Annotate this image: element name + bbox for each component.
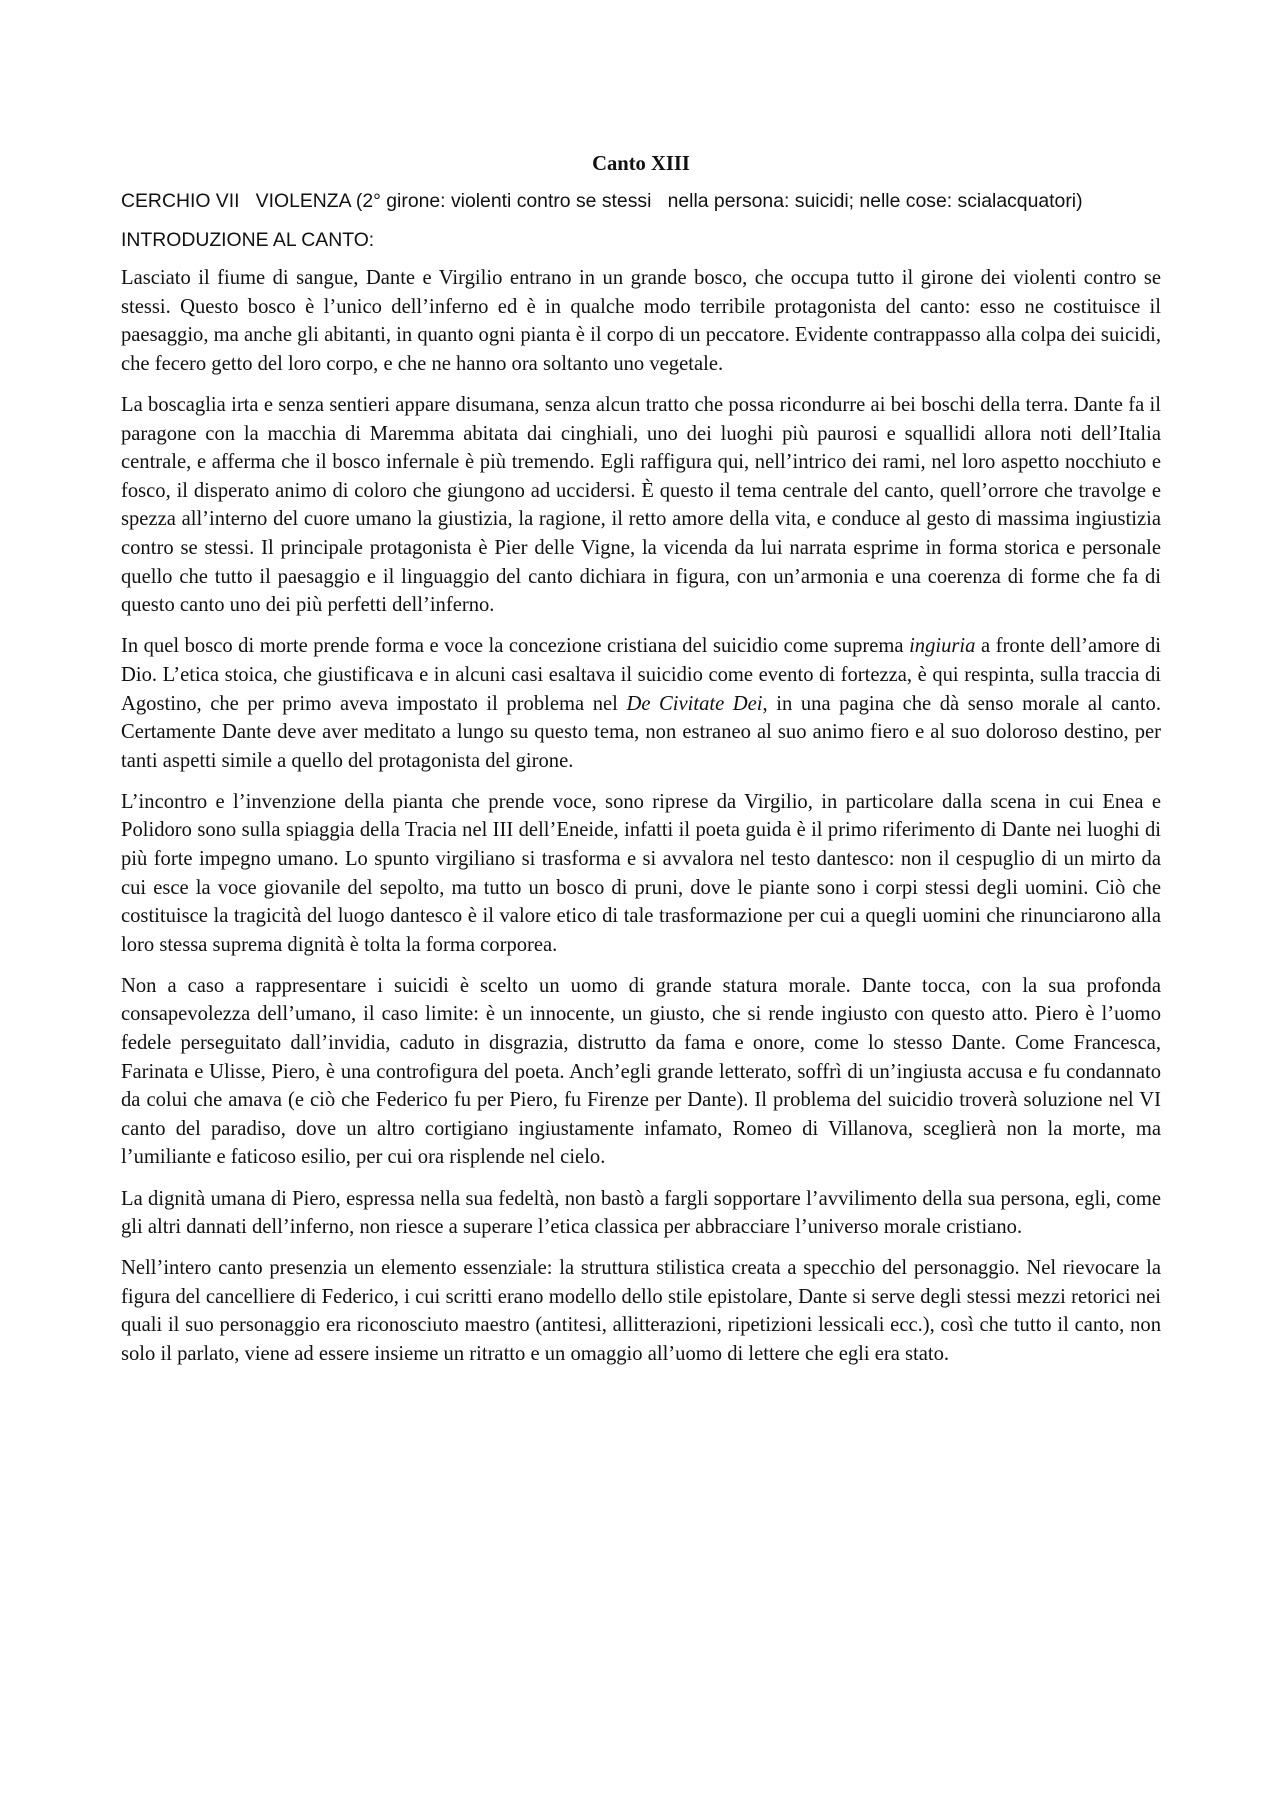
document-body [121, 149, 1161, 1381]
paragraph-4: L’incontro e l’invenzione della pianta che prende voce, sono riprese da Virgilio, in particolare dalla scena in cui Enea e Polidoro sono sulla spiaggia della Tracia nel III dell’Eneide, infatti il poeta guida è il primo riferimento di Dante nei luoghi di più forte impegno umano. Lo spunto virgiliano si trasforma e si avvalora nel testo dantesco: non il cespuglio di un mirto da cui esce la voce giovanile del sepolto, ma tutto un bosco di pruni, dove le piante sono i corpi stessi degli uomini. Ciò che costituisce la tragicità del luogo dantesco è il valore etico di tale trasformazione per cui a quegli uomini che rinunciarono alla loro stessa suprema dignità è tolta la forma corporea. [121, 790, 1161, 956]
paragraph-1: Lasciato il fiume di sangue, Dante e Virgilio entrano in un grande bosco, che occupa tutto il girone dei violenti contro se stessi. Questo bosco è l’unico dell’inferno ed è in qualche modo terribile protagonista del canto: esso ne costituisce il paesaggio, ma anche gli abitanti, in quanto ogni pianta è il corpo di un peccatore. Evidente contrappasso alla colpa dei suicidi, che fecero getto del loro corpo, e che ne hanno ora soltanto uno vegetale. [121, 267, 1161, 375]
page-title: Canto XIII [592, 153, 690, 175]
paragraph-3-italic-ingiuria: ingiuria [909, 635, 976, 658]
paragraph-3 [121, 632, 1161, 775]
paragraph-3-text-a: In quel bosco di morte prende forma e voce la concezione cristiana del suicidio come suprema [121, 635, 910, 658]
section-heading: INTRODUZIONE AL CANTO: [121, 228, 375, 251]
paragraph-3-italic-de-civitate-dei: De Civitate Dei [626, 692, 763, 715]
paragraph-6: La dignità umana di Piero, espressa nella sua fedeltà, non bastò a fargli sopportare l’avvilimento della sua persona, egli, come gli altri dannati dell’inferno, non riesce a superare l’etica classica per abbracciare l’universo morale cristiano. [121, 1187, 1161, 1239]
paragraph-3-text-b: a fronte dell’amore di Dio. L’etica stoica, che giustificava e in alcuni casi esaltava il suicidio come evento di fortezza, è qui respinta, sulla traccia di Agostino, che per primo aveva impostato il problema nel [121, 635, 1162, 715]
circle-subtitle: CERCHIO VII VIOLENZA (2° girone: violenti contro se stessi nella persona: suicidi; nelle cose: scialacquatori) [121, 190, 1083, 212]
paragraph-3-text-c: , in una pagina che dà senso morale al canto. Certamente Dante deve aver meditato a lungo su questo tema, non estraneo al suo animo fiero e al suo doloroso destino, per tanti aspetti simile a quello del protagonista del girone. [121, 692, 1161, 772]
paragraph-2: La boscaglia irta e senza sentieri appare disumana, senza alcun tratto che possa ricondurre ai bei boschi della terra. Dante fa il paragone con la macchia di Maremma abitata dai cinghiali, uno dei luoghi più paurosi e squallidi allora noti dell’Italia centrale, e afferma che il bosco infernale è più tremendo. Egli raffigura qui, nell’intrico dei rami, nel loro aspetto nocchiuto e fosco, il disperato animo di coloro che giungono ad uccidersi. È questo il tema centrale del canto, quell’orrore che travolge e spezza all’interno del cuore umano la giustizia, la ragione, il retto amore della vita, e conduce al gesto di massima ingiustizia contro se stessi. Il principale protagonista è Pier delle Vigne, la vicenda da lui narrata esprime in forma storica e personale quello che tutto il paesaggio e il linguaggio del canto dichiara in figura, con un’armonia e una coerenza di forme che fa di questo canto uno dei più perfetti dell’inferno. [121, 394, 1161, 617]
paragraph-7: Nell’intero canto presenzia un elemento essenziale: la struttura stilistica creata a specchio del personaggio. Nel rievocare la figura del cancelliere di Federico, i cui scritti erano modello dello stile epistolare, Dante si serve degli stessi mezzi retorici nei quali il suo personaggio era riconosciuto maestro (antitesi, allitterazioni, ripetizioni lessicali ecc.), così che tutto il canto, non solo il parlato, viene ad essere insieme un ritratto e un omaggio all’uomo di lettere che egli era stato. [121, 1257, 1161, 1365]
paragraph-5: Non a caso a rappresentare i suicidi è scelto un uomo di grande statura morale. Dante tocca, con la sua profonda consapevolezza dell’umano, il caso limite: è un innocente, un giusto, che si rende ingiusto con questo atto. Piero è l’uomo fedele perseguitato dall’invidia, caduto in disgrazia, distrutto da fama e onore, come lo stesso Dante. Come Francesca, Farinata e Ulisse, Piero, è una controfigura del poeta. Anch’egli grande letterato, soffrì di un’ingiusta accusa e fu condannato da colui che amava (e ciò che Federico fu per Piero, fu Firenze per Dante). Il problema del suicidio troverà soluzione nel VI canto del paradiso, dove un altro cortigiano ingiustamente infamato, Romeo di Villanova, sceglierà non la morte, ma l’umiliante e faticoso esilio, per cui ora risplende nel cielo. [121, 974, 1161, 1169]
